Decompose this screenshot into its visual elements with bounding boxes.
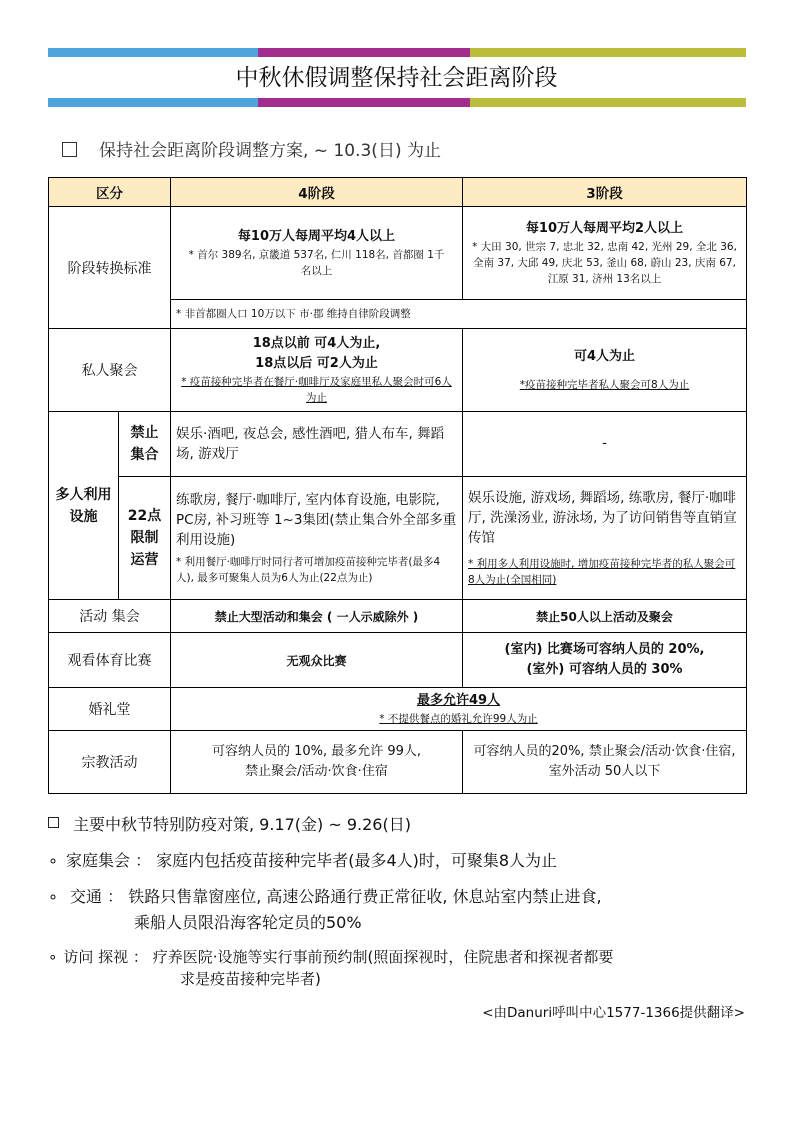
table-row [49, 688, 747, 731]
bottom-color-bar [48, 98, 746, 107]
sports-level4: 无观众比赛 [171, 633, 463, 688]
measure-traffic [48, 884, 754, 936]
family-key: 家庭集会 ： [66, 851, 152, 870]
private-level4 [171, 329, 463, 412]
page-title: 中秋休假调整保持社会距离阶段 [235, 65, 558, 91]
criteria-level4-note: * 首尔 389名, 京畿道 537名, 仁川 118名, 首都圈 1千名以上 [188, 249, 445, 277]
religion-level4-line2: 禁止聚会/活动·饮食·住宿 [245, 764, 388, 779]
traffic-text2: 乘船人员限沿海客轮定员的50% [134, 913, 362, 932]
limit-level3-text: 娱乐设施, 游戏场, 舞蹈场, 练歌房, 餐厅·咖啡厅, 洗澡汤业, 游泳场, 为了访问销售等直销宣传馆 [468, 490, 737, 546]
religion-level3-line2: 室外活动 50人以下 [548, 764, 661, 779]
sports-level3-line2: (室外) 可容纳人员的 30% [526, 662, 683, 677]
row-label-limit: 22点限制运营 [119, 477, 171, 600]
row-label-sports: 观看体育比赛 [49, 633, 171, 688]
sports-level3 [463, 633, 747, 688]
header-level3: 3阶段 [463, 178, 747, 207]
visit-key: 访问 探视 ： [63, 948, 148, 966]
row-label-private: 私人聚会 [49, 329, 171, 412]
measures-heading-text: 主要中秋节特别防疫对策, 9.17(金) ~ 9.26(日) [73, 815, 411, 834]
header-level4: 4阶段 [171, 178, 463, 207]
subheading [62, 138, 441, 164]
criteria-level3 [463, 207, 747, 300]
header-category: 区分 [49, 178, 171, 207]
table-row [49, 731, 747, 794]
table-row [49, 477, 747, 600]
table-row [49, 633, 747, 688]
ban-level4: 娱乐·酒吧, 夜总会, 感性酒吧, 猎人布车, 舞蹈场, 游戏厅 [171, 412, 463, 477]
table-row [49, 412, 747, 477]
ban-level3: - [463, 412, 747, 477]
limit-level4 [171, 477, 463, 600]
wedding-main: 最多允许49人 [416, 693, 501, 708]
row-label-multi: 多人利用设施 [49, 412, 119, 600]
distancing-table [48, 177, 747, 794]
square-bullet-icon [48, 817, 59, 828]
visit-text2: 求是疫苗接种完毕者) [180, 970, 321, 988]
table-row [49, 329, 747, 412]
private-level4-line2: 18点以后 可2人为止 [255, 356, 378, 371]
criteria-level4 [171, 207, 463, 300]
wedding-note: * 不提供餐点的婚礼允许99人为止 [379, 713, 538, 725]
traffic-text1: 铁路只售靠窗座位, 高速公路通行费正常征收, 休息站室内禁止进食, [128, 887, 602, 906]
subheading-text: 保持社会距离阶段调整方案, ~ 10.3(日) 为止 [99, 141, 441, 161]
table-row [49, 207, 747, 300]
measure-visit [48, 946, 754, 990]
religion-level4-line1: 可容纳人员的 10%, 最多允许 99人, [211, 744, 422, 759]
row-label-events: 活动 集会 [49, 600, 171, 633]
wedding-value [171, 688, 747, 731]
circle-bullet-icon: ∘ [48, 948, 58, 966]
top-color-bar [48, 48, 746, 57]
row-label-ban: 禁止集合 [119, 412, 171, 477]
row-label-criteria: 阶段转换标准 [49, 207, 171, 329]
limit-level3-note: * 利用多人利用设施时, 增加疫苗接种完毕者的私人聚会可8人为止(全国相同) [468, 558, 736, 586]
events-level4: 禁止大型活动和集会 ( 一人示威除外 ) [171, 600, 463, 633]
criteria-extra-note: * 非首都圈人口 10万以下 市·郡 维持自律阶段调整 [171, 300, 747, 329]
limit-level4-note: * 利用餐厅·咖啡厅时同行者可增加疫苗接种完毕者(最多4人), 最多可聚集人员为6人为止(22点为止) [176, 556, 441, 584]
private-level3-note: *疫苗接种完毕者私人聚会可8人为止 [519, 379, 690, 391]
private-level3 [463, 329, 747, 412]
traffic-key: 交通 ： [70, 887, 124, 906]
checkbox-square-icon [62, 142, 77, 157]
circle-bullet-icon: ∘ [48, 887, 59, 906]
religion-level3 [463, 731, 747, 794]
religion-level3-line1: 可容纳人员的20%, 禁止聚会/活动·饮食·住宿, [473, 744, 736, 759]
private-level3-main: 可4人为止 [573, 349, 636, 364]
criteria-level4-main: 每10万人每周平均4人以上 [237, 229, 396, 244]
sports-level3-line1: (室内) 比赛场可容纳人员的 20%, [504, 642, 705, 657]
measure-family [48, 848, 754, 874]
visit-text1: 疗养医院·设施等实行事前预约制(照面探视时，住院患者和探视者都要 [152, 948, 614, 966]
private-level4-note: * 疫苗接种完毕者在餐厅·咖啡厅及家庭里私人聚会时可6人为止 [181, 376, 452, 404]
row-label-wedding: 婚礼堂 [49, 688, 171, 731]
limit-level3 [463, 477, 747, 600]
limit-level4-text: 练歌房, 餐厅·咖啡厅, 室内体育设施, 电影院, PC房, 补习班等 1~3集团(禁止集合外全部多重利用设施) [176, 492, 457, 548]
special-measures [48, 812, 754, 990]
row-label-religion: 宗教活动 [49, 731, 171, 794]
criteria-level3-main: 每10万人每周平均2人以上 [525, 221, 684, 236]
table-row [49, 600, 747, 633]
events-level3: 禁止50人以上活动及聚会 [463, 600, 747, 633]
measures-heading [48, 812, 754, 838]
religion-level4 [171, 731, 463, 794]
translation-credit: <由Danuri呼叫中心1577-1366提供翻译> [482, 1005, 745, 1021]
private-level4-line1: 18点以前 可4人为止, [252, 336, 381, 351]
circle-bullet-icon: ∘ [48, 851, 59, 870]
table-header-row [49, 178, 747, 207]
criteria-level3-note: * 大田 30, 世宗 7, 忠北 32, 忠南 42, 光州 29, 全北 36, 全南 37, 大邱 49, 庆北 53, 釜山 68, 蔚山 23, 庆南 67, 江原 31, 济州 13名以上 [472, 241, 737, 285]
family-text: 家庭内包括疫苗接种完毕者(最多4人)时，可聚集8人为止 [156, 851, 558, 870]
